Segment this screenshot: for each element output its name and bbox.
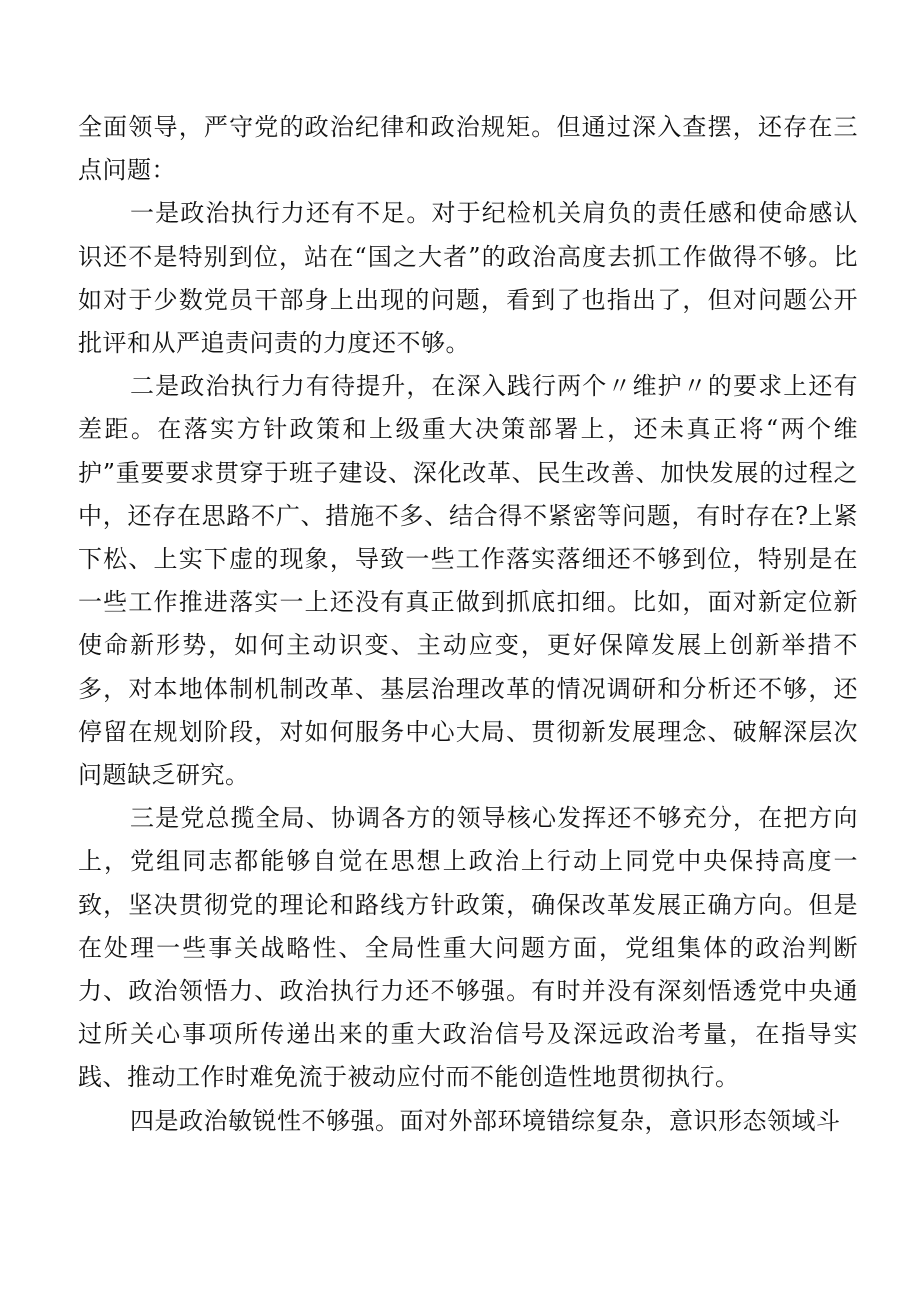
paragraph-issue-two: 二是政治执行力有待提升，在深入践行两个〃维护〃的要求上还有差距。在落实方针政策和上级重大决策部署上，还未真正将“两个维护”重要要求贯穿于班子建设、深化改革、民生改善、加快发展的过程之中，还存在思路不广、措施不多、结合得不紧密等问题，有时存在?上紧下松、上实下虚的现象，导致一些工作落实落细还不够到位，特别是在一些工作推进落实一上还没有真正做到抓底扣细。比如，面对新定位新使命新形势，如何主动识变、主动应变，更好保障发展上创新举措不多，对本地体制机制改革、基层治理改革的情况调研和分析还不够，还停留在规划阶段，对如何服务中心大局、贯彻新发展理念、破解深层次问题缺乏研究。 [78, 372, 858, 790]
document-body [78, 106, 858, 1143]
paragraph-intro: 全面领导，严守党的政治纪律和政治规矩。但通过深入查摆，还存在三点问题： [78, 113, 858, 185]
paragraph-issue-four: 四是政治敏锐性不够强。面对外部环境错综复杂，意识形态领域斗 [130, 1106, 841, 1135]
paragraph-issue-three: 三是党总揽全局、协调各方的领导核心发挥还不够充分，在把方向上，党组同志都能够自觉在思想上政治上行动上同党中央保持高度一致，坚决贯彻党的理论和路线方针政策，确保改革发展正确方向。但是在处理一些事关战略性、全局性重大问题方面，党组集体的政治判断力、政治领悟力、政治执行力还不够强。有时并没有深刻悟透党中央通过所关心事项所传递出来的重大政治信号及深远政治考量，在指导实践、推动工作时难免流于被动应付而不能创造性地贯彻执行。 [78, 804, 858, 1092]
paragraph-issue-one: 一是政治执行力还有不足。对于纪检机关肩负的责任感和使命感认识还不是特别到位，站在“国之大者”的政治高度去抓工作做得不够。比如对于少数党员干部身上出现的问题，看到了也指出了，但对问题公开批评和从严追责问责的力度还不够。 [78, 199, 858, 358]
